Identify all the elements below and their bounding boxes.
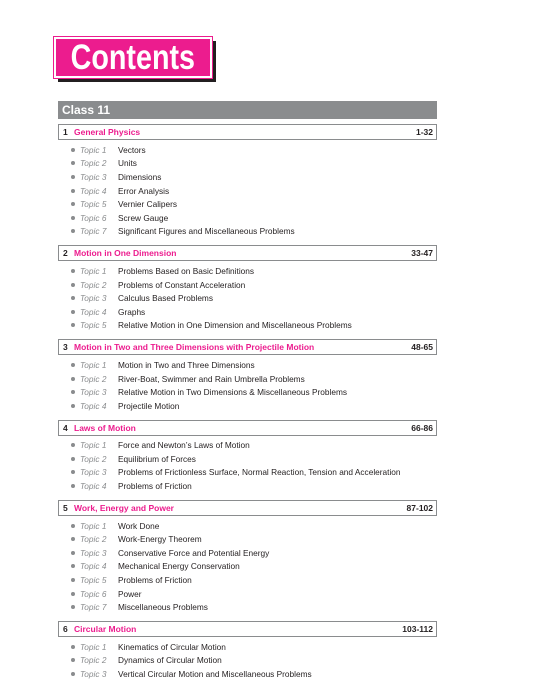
topic-label: Topic 4 <box>80 561 107 572</box>
topic-title: Projectile Motion <box>118 400 180 411</box>
topic-list <box>58 143 437 238</box>
topic-label: Topic 5 <box>80 320 107 331</box>
bullet-icon <box>71 524 75 528</box>
topic-item[interactable] <box>58 264 437 278</box>
topic-label: Topic 4 <box>80 481 107 492</box>
topic-title: Relative Motion in Two Dimensions & Miscellaneous Problems <box>118 387 348 398</box>
topic-list <box>58 519 437 614</box>
chapter-title[interactable]: Motion in One Dimension <box>74 248 177 259</box>
chapter-section <box>58 124 437 238</box>
chapter-title[interactable]: Laws of Motion <box>74 422 136 433</box>
topic-title: River-Boat, Swimmer and Rain Umbrella Problems <box>118 373 305 384</box>
topic-label: Topic 2 <box>80 655 107 666</box>
topic-title: Vernier Calipers <box>118 199 178 210</box>
chapter-page-range: 66-86 <box>411 422 433 433</box>
chapter-section <box>58 420 437 493</box>
topic-item[interactable] <box>58 358 437 372</box>
topic-item[interactable] <box>58 372 437 386</box>
title-box <box>54 37 212 78</box>
topic-item[interactable] <box>58 640 437 654</box>
chapter-page-range: 103-112 <box>402 624 433 635</box>
topic-label: Topic 6 <box>80 588 107 599</box>
topic-title: Work Done <box>118 520 160 531</box>
bullet-icon <box>71 269 75 273</box>
topic-title: Motion in Two and Three Dimensions <box>118 359 255 370</box>
bullet-icon <box>71 323 75 327</box>
topic-title: Miscellaneous Problems <box>118 602 208 613</box>
contents-title-block <box>54 37 216 82</box>
chapter-header[interactable] <box>58 500 437 516</box>
topic-item[interactable] <box>58 225 437 239</box>
chapter-page-range: 1-32 <box>415 127 433 137</box>
bullet-icon <box>71 457 75 461</box>
bullet-icon <box>71 551 75 555</box>
chapter-section <box>58 500 437 614</box>
chapter-heading <box>63 248 176 258</box>
bullet-icon <box>71 296 75 300</box>
topic-title: Vertical Circular Motion and Miscellaneous Problems <box>118 669 312 680</box>
chapter-title[interactable]: Circular Motion <box>74 624 137 635</box>
topic-label: Topic 2 <box>80 534 107 545</box>
topic-title: Vectors <box>118 144 146 155</box>
topic-label: Topic 1 <box>80 144 107 155</box>
topic-item[interactable] <box>58 399 437 413</box>
topic-item[interactable] <box>58 305 437 319</box>
chapter-header[interactable] <box>58 621 437 637</box>
topic-list <box>58 640 437 681</box>
topic-title: Dynamics of Circular Motion <box>118 655 222 666</box>
topic-item[interactable] <box>58 532 437 546</box>
topic-label: Topic 5 <box>80 199 107 210</box>
topic-label: Topic 3 <box>80 467 107 478</box>
topic-title: Problems of Friction <box>118 481 192 492</box>
topic-item[interactable] <box>58 278 437 292</box>
topic-label: Topic 1 <box>80 265 107 276</box>
topic-title: Mechanical Energy Conservation <box>118 561 240 572</box>
topic-item[interactable] <box>58 184 437 198</box>
topic-item[interactable] <box>58 211 437 225</box>
topic-item[interactable] <box>58 319 437 333</box>
bullet-icon <box>71 310 75 314</box>
topic-list <box>58 439 437 493</box>
chapter-number: 6 <box>63 624 68 635</box>
topic-item[interactable] <box>58 600 437 614</box>
topic-title: Equilibrium of Forces <box>118 453 196 464</box>
topic-item[interactable] <box>58 587 437 601</box>
chapter-number: 1 <box>63 127 68 137</box>
topic-title: Dimensions <box>118 171 162 182</box>
topic-title: Power <box>118 588 142 599</box>
chapter-section <box>58 245 437 332</box>
topic-title: Error Analysis <box>118 185 170 196</box>
topic-item[interactable] <box>58 466 437 480</box>
chapter-number: 5 <box>63 502 68 513</box>
topic-label: Topic 4 <box>80 306 107 317</box>
bullet-icon <box>71 175 75 179</box>
class-label: Class 11 <box>62 103 111 117</box>
topic-label: Topic 3 <box>80 669 107 680</box>
topic-label: Topic 1 <box>80 641 107 652</box>
chapter-heading <box>63 624 136 634</box>
topic-item[interactable] <box>58 560 437 574</box>
bullet-icon <box>71 161 75 165</box>
chapter-header[interactable] <box>58 124 437 140</box>
topic-label: Topic 1 <box>80 520 107 531</box>
topic-title: Units <box>118 158 137 169</box>
bullet-icon <box>71 645 75 649</box>
bullet-icon <box>71 404 75 408</box>
chapter-page-range: 48-65 <box>411 342 433 353</box>
topic-title: Problems Based on Basic Definitions <box>118 265 255 276</box>
topic-title: Relative Motion in One Dimension and Miscellaneous Problems <box>118 320 352 331</box>
topic-title: Calculus Based Problems <box>118 293 213 304</box>
topic-label: Topic 2 <box>80 453 107 464</box>
topic-title: Work-Energy Theorem <box>118 534 202 545</box>
topic-item[interactable] <box>58 667 437 681</box>
topic-item[interactable] <box>58 291 437 305</box>
topic-label: Topic 7 <box>80 602 107 613</box>
topic-label: Topic 2 <box>80 279 107 290</box>
topic-item[interactable] <box>58 143 437 157</box>
topic-list <box>58 264 437 332</box>
chapter-heading <box>63 342 314 352</box>
bullet-icon <box>71 202 75 206</box>
topic-item[interactable] <box>58 519 437 533</box>
chapter-title[interactable]: Motion in Two and Three Dimensions with Projectile Motion <box>74 342 315 353</box>
bullet-icon <box>71 189 75 193</box>
chapter-title[interactable]: General Physics <box>74 127 141 137</box>
bullet-icon <box>71 578 75 582</box>
chapter-number: 2 <box>63 248 68 259</box>
class-header-bar <box>58 101 437 119</box>
chapter-number: 4 <box>63 422 68 433</box>
bullet-icon <box>71 377 75 381</box>
bullet-icon <box>71 672 75 676</box>
topic-label: Topic 4 <box>80 400 107 411</box>
bullet-icon <box>71 363 75 367</box>
topic-label: Topic 2 <box>80 158 107 169</box>
bullet-icon <box>71 484 75 488</box>
topic-item[interactable] <box>58 546 437 560</box>
topic-title: Problems of Constant Acceleration <box>118 279 246 290</box>
topic-label: Topic 3 <box>80 547 107 558</box>
topic-label: Topic 3 <box>80 171 107 182</box>
bullet-icon <box>71 605 75 609</box>
topic-title: Force and Newton’s Laws of Motion <box>118 440 250 451</box>
chapter-header[interactable] <box>58 339 437 355</box>
bullet-icon <box>71 470 75 474</box>
topic-label: Topic 6 <box>80 212 107 223</box>
bullet-icon <box>71 658 75 662</box>
chapter-page-range: 33-47 <box>411 248 433 259</box>
chapter-header[interactable] <box>58 420 437 436</box>
chapter-section <box>58 339 437 412</box>
bullet-icon <box>71 390 75 394</box>
chapter-header[interactable] <box>58 245 437 261</box>
bullet-icon <box>71 537 75 541</box>
topic-item[interactable] <box>58 452 437 466</box>
topic-title: Significant Figures and Miscellaneous Problems <box>118 226 295 237</box>
topic-item[interactable] <box>58 479 437 493</box>
bullet-icon <box>71 283 75 287</box>
topic-item[interactable] <box>58 439 437 453</box>
bullet-icon <box>71 216 75 220</box>
topic-item[interactable] <box>58 385 437 399</box>
chapter-section <box>58 621 437 681</box>
topic-title: Graphs <box>118 306 146 317</box>
topic-item[interactable] <box>58 170 437 184</box>
topic-title: Problems of Frictionless Surface, Normal Reaction, Tension and Acceleration <box>118 467 401 478</box>
topic-label: Topic 1 <box>80 359 107 370</box>
page-title: Contents <box>70 38 196 77</box>
chapter-heading <box>63 127 140 137</box>
topic-label: Topic 7 <box>80 226 107 237</box>
topic-item[interactable] <box>58 197 437 211</box>
topic-item[interactable] <box>58 654 437 668</box>
topic-title: Kinematics of Circular Motion <box>118 641 226 652</box>
topic-label: Topic 3 <box>80 387 107 398</box>
chapter-number: 3 <box>63 342 68 353</box>
topic-item[interactable] <box>58 573 437 587</box>
bullet-icon <box>71 592 75 596</box>
topic-title: Problems of Friction <box>118 575 192 586</box>
chapter-page-range: 87-102 <box>406 502 433 513</box>
chapter-heading <box>63 423 136 433</box>
topic-label: Topic 2 <box>80 373 107 384</box>
bullet-icon <box>71 443 75 447</box>
topic-label: Topic 5 <box>80 575 107 586</box>
topic-item[interactable] <box>58 157 437 171</box>
topic-label: Topic 4 <box>80 185 107 196</box>
chapter-title[interactable]: Work, Energy and Power <box>74 502 174 513</box>
topic-title: Conservative Force and Potential Energy <box>118 547 270 558</box>
bullet-icon <box>71 564 75 568</box>
chapter-list <box>58 124 437 688</box>
bullet-icon <box>71 148 75 152</box>
topic-title: Screw Gauge <box>118 212 169 223</box>
bullet-icon <box>71 229 75 233</box>
topic-label: Topic 3 <box>80 293 107 304</box>
topic-label: Topic 1 <box>80 440 107 451</box>
chapter-heading <box>63 503 174 513</box>
topic-list <box>58 358 437 412</box>
